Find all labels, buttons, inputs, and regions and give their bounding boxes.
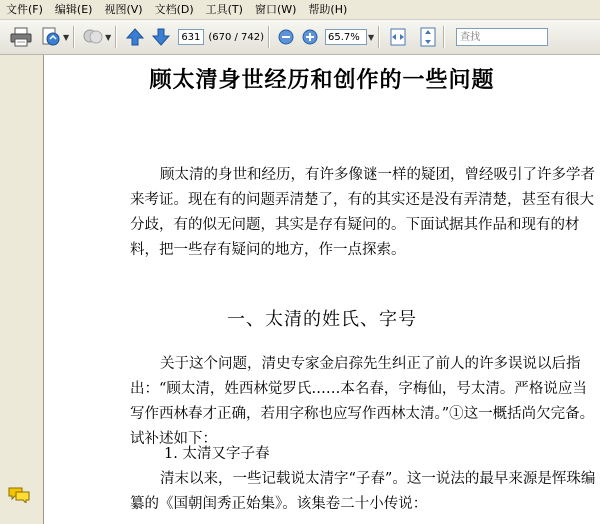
page-number-input[interactable] <box>178 29 204 45</box>
chevron-down-icon[interactable]: ▼ <box>368 32 375 42</box>
document-page <box>44 55 600 524</box>
print-button[interactable] <box>10 26 32 48</box>
menu-bar <box>0 0 600 20</box>
email-button[interactable] <box>40 26 62 48</box>
fit-width-icon <box>388 27 408 47</box>
toolbar-separator <box>378 26 379 48</box>
arrow-down-icon <box>151 27 171 47</box>
zoom-out-button[interactable] <box>275 26 297 48</box>
page-total: (670 / 742) <box>208 31 265 43</box>
menu-window[interactable]: 窗口(W) <box>254 3 297 16</box>
menu-help[interactable]: 帮助(H) <box>308 3 348 16</box>
chevron-down-icon[interactable]: ▼ <box>63 32 70 42</box>
arrow-up-icon <box>125 27 145 47</box>
section-paragraph: 关于这个问题，清史专家金启孮先生纠正了前人的许多误说以后指出：“顾太清，姓西林觉罗氏……本名春，字梅仙，号太清。严格说应当写作西林春才正确，若用字称也应写作西林太清。”①这一概括尚欠完备。试补述如下： <box>130 356 595 447</box>
zoom-out-icon <box>277 28 295 46</box>
page-title: 顾太清身世经历和创作的一些问题 <box>149 67 495 93</box>
search-input[interactable] <box>456 28 548 46</box>
comments-button[interactable] <box>8 487 30 507</box>
email-document-icon <box>40 27 62 47</box>
next-page-button[interactable] <box>150 26 172 48</box>
section-heading: 一、太清的姓氏、字号 <box>227 309 417 330</box>
printer-icon <box>10 27 32 47</box>
toolbar-separator <box>115 26 116 48</box>
subsection-heading: 1. 太清又字子春 <box>164 446 270 462</box>
toolbar <box>0 20 600 55</box>
fit-page-button[interactable] <box>417 26 439 48</box>
menu-tools[interactable]: 工具(T) <box>205 3 243 16</box>
toolbar-separator <box>73 26 74 48</box>
fit-width-button[interactable] <box>387 26 409 48</box>
fit-page-icon <box>418 27 438 47</box>
zoom-in-icon <box>301 28 319 46</box>
zoom-in-button[interactable] <box>299 26 321 48</box>
collaborate-icon <box>82 27 104 47</box>
toolbar-separator <box>443 26 444 48</box>
menu-document[interactable]: 文档(D) <box>154 3 194 16</box>
zoom-level-input[interactable] <box>325 29 367 45</box>
collaborate-button[interactable] <box>82 26 104 48</box>
subsection-paragraph: 清末以来，一些记载说太清字“子春”。这一说法的最早来源是恽珠编纂的《国朝闺秀正始集》。该集卷二十小传说： <box>130 471 596 512</box>
comments-icon <box>8 487 30 503</box>
previous-page-button[interactable] <box>124 26 146 48</box>
navigation-panel <box>0 55 44 524</box>
menu-file[interactable]: 文件(F) <box>6 3 43 16</box>
chevron-down-icon[interactable]: ▼ <box>105 32 112 42</box>
toolbar-separator <box>268 26 269 48</box>
intro-paragraph: 顾太清的身世和经历，有许多像谜一样的疑团，曾经吸引了许多学者来考证。现在有的问题弄清楚了，有的其实还是没有弄清楚，甚至有很大分歧，有的似无问题，其实是存有疑问的。下面试据其作品和现有的材料，把一些存有疑问的地方，作一点探索。 <box>130 167 595 258</box>
menu-edit[interactable]: 编辑(E) <box>54 3 93 16</box>
menu-view[interactable]: 视图(V) <box>104 3 143 16</box>
